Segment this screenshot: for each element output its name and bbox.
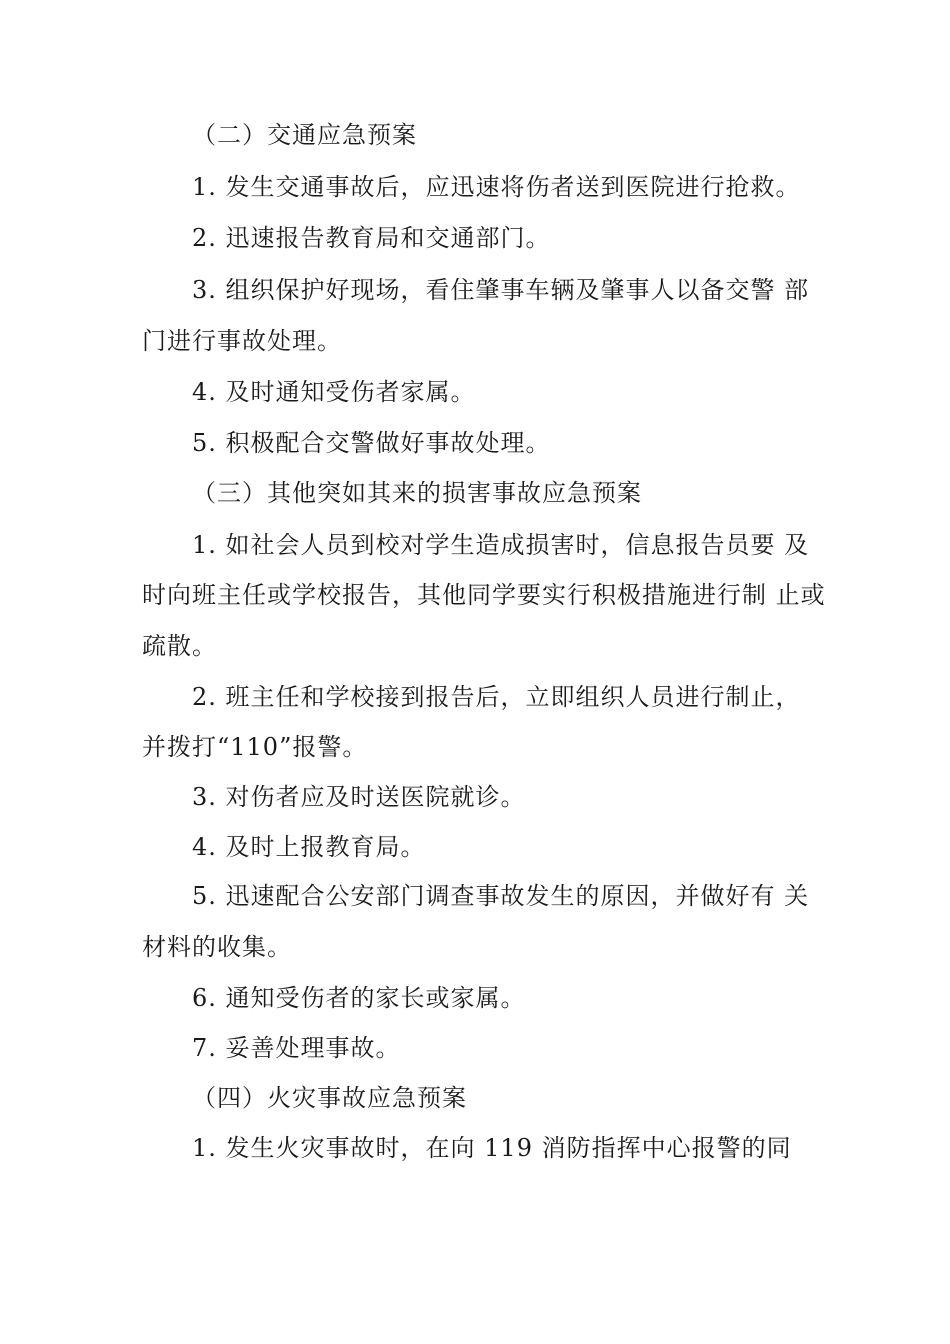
section-heading-fire: （四）火灾事故应急预案 [192,1084,467,1112]
paragraph-line: 时向班主任或学校报告，其他同学要实行积极措施进行制 止或 [142,581,826,609]
paragraph-line: 3. 组织保护好现场，看住肇事车辆及肇事人以备交警 部 [192,276,810,304]
paragraph-line: 疏散。 [142,632,217,660]
paragraph-line: 3. 对伤者应及时送医院就诊。 [192,783,526,811]
paragraph-line: 门进行事故处理。 [142,327,342,355]
paragraph-line: 1. 如社会人员到校对学生造成损害时，信息报告员要 及 [192,531,810,559]
paragraph-line: 1. 发生火灾事故时，在向 119 消防指挥中心报警的同 [192,1134,792,1162]
paragraph-line: 2. 迅速报告教育局和交通部门。 [192,224,551,252]
section-heading-other-accidents: （三）其他突如其来的损害事故应急预案 [192,479,642,507]
paragraph-line: 6. 通知受伤者的家长或家属。 [192,984,526,1012]
section-heading-traffic: （二）交通应急预案 [192,121,417,149]
paragraph-line: 材料的收集。 [142,933,292,961]
paragraph-line: 7. 妥善处理事故。 [192,1034,401,1062]
paragraph-line: 2. 班主任和学校接到报告后，立即组织人员进行制止， [192,683,801,711]
paragraph-line: 5. 迅速配合公安部门调查事故发生的原因，并做好有 关 [192,882,810,910]
paragraph-line: 4. 及时上报教育局。 [192,833,426,861]
paragraph-line: 并拨打“110”报警。 [142,733,368,761]
paragraph-line: 1. 发生交通事故后，应迅速将伤者送到医院进行抢救。 [192,173,801,201]
paragraph-line: 5. 积极配合交警做好事故处理。 [192,429,551,457]
paragraph-line: 4. 及时通知受伤者家属。 [192,378,476,406]
